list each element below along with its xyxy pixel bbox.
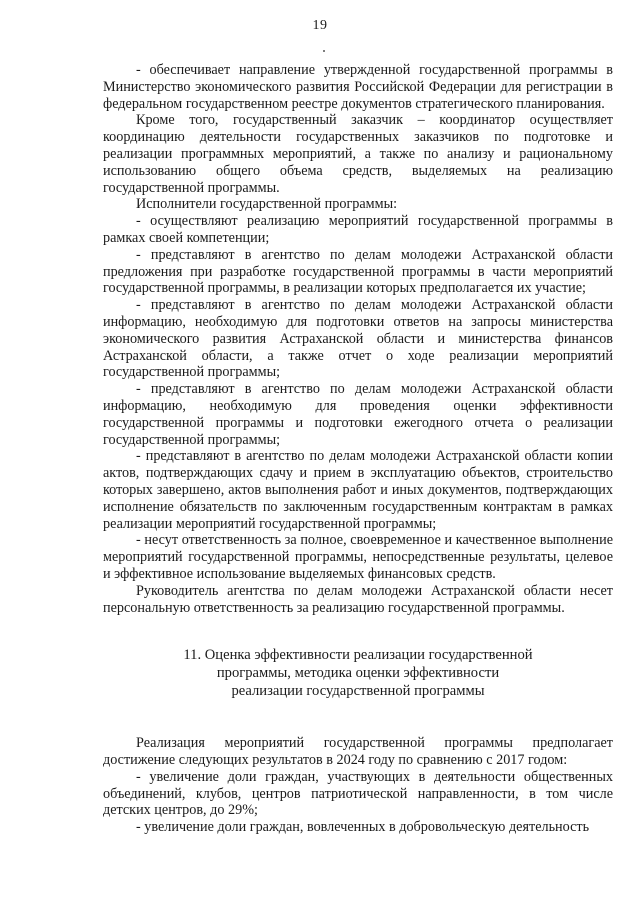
paragraph: - осуществляют реализацию мероприятий государственной программы в рамках своей компетенции; bbox=[103, 213, 613, 246]
paragraph: - представляют в агентство по делам молодежи Астраханской области предложения при разработке государственной программы в части мероприятий государственной программы, в реализации которых предполагается их участие; bbox=[103, 246, 613, 297]
paragraph: Исполнители государственной программы: bbox=[136, 196, 398, 213]
page-number: 19 bbox=[312, 18, 328, 33]
document-body bbox=[103, 62, 613, 836]
scan-speck bbox=[323, 50, 325, 52]
paragraph: - увеличение доли граждан, вовлеченных в добровольческую деятельность bbox=[136, 819, 590, 836]
paragraph: - увеличение доли граждан, участвующих в деятельности общественных объединений, клубов, центров патриотической направленности, в том числе детских центров, до 29%; bbox=[103, 768, 613, 819]
section-heading bbox=[103, 646, 613, 700]
paragraph: Реализация мероприятий государственной программы предполагает достижение следующих результатов в 2024 году по сравнению с 2017 годом: bbox=[103, 735, 613, 769]
paragraph: Кроме того, государственный заказчик – координатор осуществляет координацию деятельности государственных заказчиков по подготовке и реализации программных мероприятий, а также по анализу и рациональному использованию общего объема средств, выделяемых на реализацию государственной программы. bbox=[103, 112, 613, 196]
paragraph: - представляют в агентство по делам молодежи Астраханской области информацию, необходимую для проведения оценки эффективности государственной программы и подготовки ежегодного отчета о реализации государственной программы; bbox=[103, 381, 613, 448]
section-heading-line: реализации государственной программы bbox=[231, 683, 485, 700]
paragraph: - обеспечивает направление утвержденной государственной программы в Министерство экономического развития Российской Федерации для регистрации в федеральном государственном реестре документов стратегического планирования. bbox=[103, 62, 613, 112]
section-heading-line: программы, методика оценки эффективности bbox=[216, 665, 500, 682]
paragraph: - представляют в агентство по делам молодежи Астраханской области информацию, необходимую для подготовки ответов на запросы министерства экономического развития Астраханской области и министерства финансов Астраханской области, а также отчет о ходе реализации мероприятий государственной программы; bbox=[103, 297, 613, 381]
paragraph: - несут ответственность за полное, своевременное и качественное выполнение мероприятий государственной программы, непосредственные результаты, целевое и эффективное использование выделяемых финансовых средств. bbox=[103, 532, 613, 582]
section-body bbox=[103, 735, 613, 836]
paragraph: - представляют в агентство по делам молодежи Астраханской области копии актов, подтверждающих сдачу и прием в эксплуатацию объектов, строительство которых завершено, актов выполнения работ и иных документов, подтверждающих исполнение обязательств по заключенным государственным контрактам в рамках реализации мероприятий государственной программы; bbox=[103, 448, 613, 532]
section-heading-line: 11. Оценка эффективности реализации государственной bbox=[183, 647, 533, 664]
paragraph: Руководитель агентства по делам молодежи Астраханской области несет персональную ответственность за реализацию государственной программы. bbox=[103, 582, 613, 616]
